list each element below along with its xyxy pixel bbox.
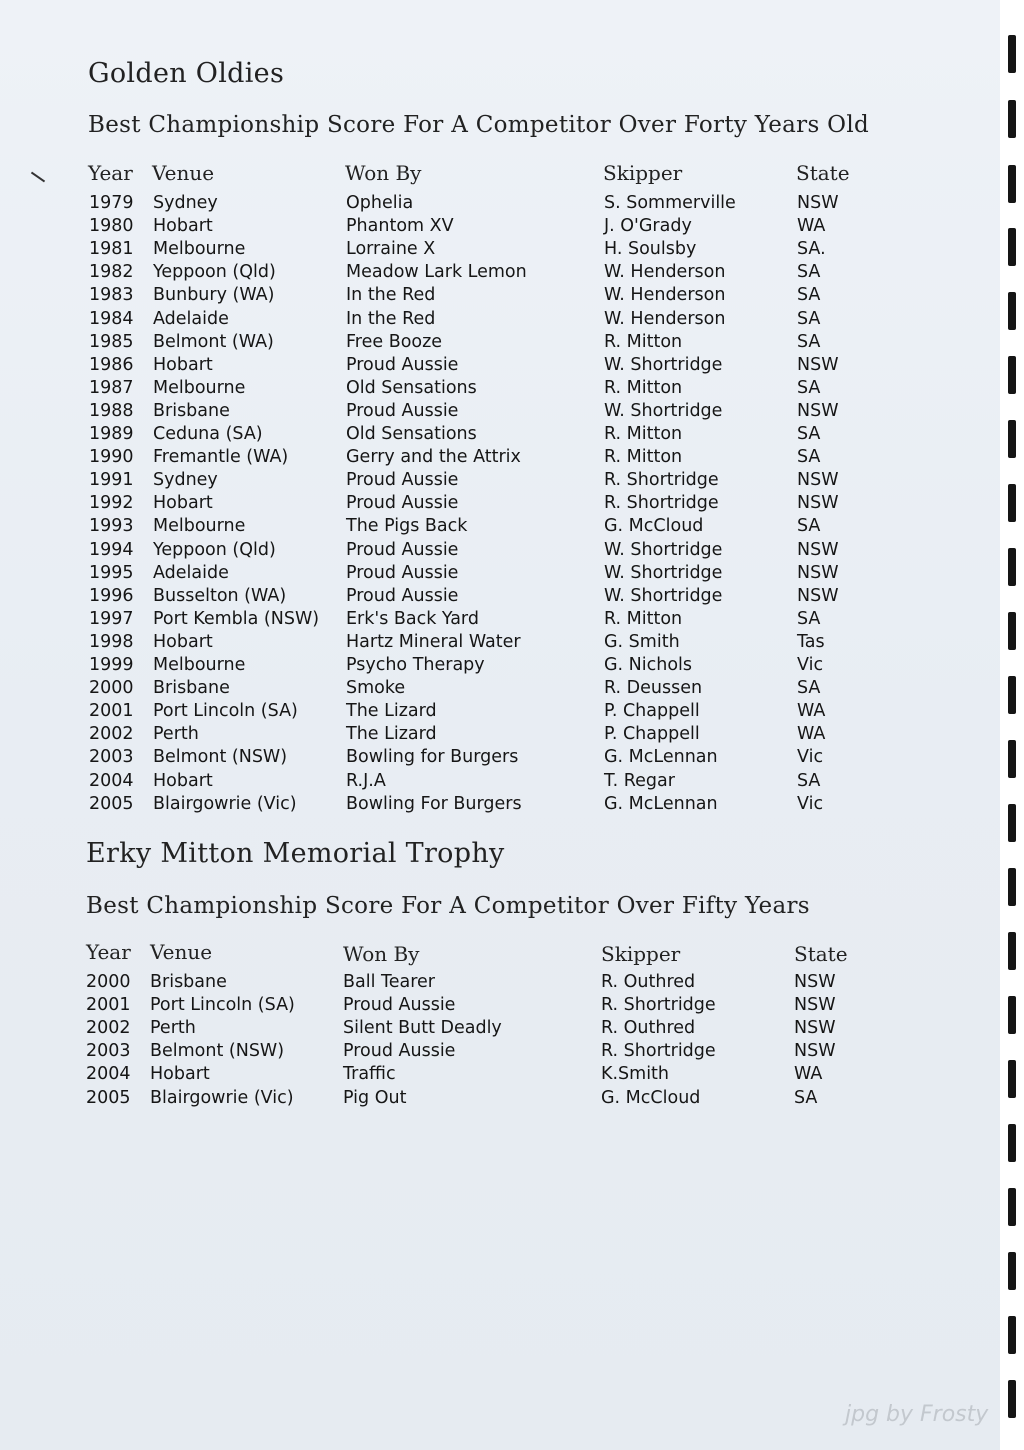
year-cell: 1994 [89, 539, 134, 560]
year-cell: 2000 [89, 678, 134, 699]
table-row [89, 793, 849, 816]
state-cell: NSW [794, 972, 836, 992]
venue-cell: Hobart [153, 631, 213, 652]
table-row [89, 515, 849, 538]
skipper-cell: G. McLennan [604, 747, 718, 768]
state-cell: WA [797, 216, 826, 237]
state-cell: SA [797, 516, 821, 537]
venue-cell: Brisbane [153, 400, 230, 421]
state-cell: NSW [797, 193, 839, 213]
venue-cell: Hobart [153, 493, 213, 514]
state-cell: NSW [797, 562, 839, 583]
skipper-cell: R. Mitton [604, 377, 683, 398]
table-row [89, 469, 849, 492]
section1-title: Golden Oldies [88, 58, 285, 89]
table-row [89, 562, 849, 585]
venue-cell: Bunbury (WA) [153, 285, 275, 306]
venue-cell: Melbourne [153, 239, 246, 260]
year-cell: 2002 [86, 1018, 131, 1039]
table-row [86, 1087, 846, 1110]
venue-cell: Yeppoon (Qld) [153, 262, 276, 283]
won-by-header: Won By [343, 942, 420, 966]
skipper-header: Skipper [601, 942, 681, 966]
won-by-cell: Old Sensations [346, 377, 477, 398]
skipper-cell: S. Sommerville [604, 193, 736, 213]
state-cell: NSW [797, 585, 839, 606]
year-header: Year [86, 940, 131, 964]
table-row [89, 400, 849, 423]
table-row [89, 631, 849, 654]
won-by-cell: The Pigs Back [346, 516, 468, 537]
binding-ring [1008, 804, 1016, 842]
skipper-cell: T. Regar [604, 770, 675, 791]
venue-cell: Belmont (WA) [153, 331, 274, 352]
binding-ring [1008, 100, 1016, 138]
year-cell: 1988 [89, 400, 134, 421]
won-by-cell: In the Red [346, 308, 436, 329]
won-by-cell: Free Booze [346, 331, 443, 352]
won-by-cell: Psycho Therapy [346, 655, 485, 675]
venue-cell: Blairgowrie (Vic) [150, 1087, 294, 1108]
year-cell: 2001 [86, 995, 131, 1016]
skipper-cell: R. Mitton [604, 424, 683, 444]
venue-cell: Melbourne [153, 516, 246, 537]
state-cell: SA [794, 1087, 818, 1108]
binding-ring [1008, 1060, 1016, 1098]
won-by-cell: Proud Aussie [346, 470, 459, 491]
table-row [89, 308, 849, 331]
won-by-cell: In the Red [346, 285, 436, 306]
won-by-cell: Proud Aussie [343, 995, 456, 1016]
skipper-cell: R. Shortridge [604, 470, 719, 491]
skipper-cell: W. Shortridge [604, 585, 723, 606]
year-cell: 1980 [89, 216, 134, 237]
table-row [89, 215, 849, 238]
table-row [89, 677, 849, 700]
won-by-cell: Smoke [346, 678, 406, 699]
won-by-cell: Traffic [343, 1064, 396, 1085]
won-by-cell: Proud Aussie [346, 400, 459, 421]
year-cell: 2004 [86, 1064, 131, 1085]
year-cell: 1979 [89, 193, 134, 213]
won-by-cell: Proud Aussie [346, 354, 459, 375]
won-by-cell: Erk's Back Yard [346, 608, 479, 629]
won-by-cell: The Lizard [346, 701, 437, 722]
won-by-cell: R.J.A [346, 770, 386, 791]
skipper-cell: W. Shortridge [604, 539, 723, 560]
venue-cell: Perth [153, 724, 199, 745]
skipper-cell: G. McCloud [601, 1087, 701, 1108]
year-cell: 2005 [86, 1087, 131, 1108]
section2-title: Erky Mitton Memorial Trophy [86, 838, 505, 869]
skipper-cell: G. McCloud [604, 516, 704, 537]
binding-ring [1008, 1124, 1016, 1162]
year-cell: 1999 [89, 655, 134, 675]
skipper-cell: P. Chappell [604, 701, 700, 722]
venue-header: Venue [150, 940, 213, 964]
table-row [89, 446, 849, 469]
state-cell: SA [797, 285, 821, 306]
venue-cell: Melbourne [153, 377, 246, 398]
state-cell: WA [797, 701, 826, 722]
venue-cell: Belmont (NSW) [153, 747, 288, 768]
table-row [89, 261, 849, 284]
table-row [86, 1017, 846, 1040]
year-cell: 2003 [89, 747, 134, 768]
table-row [86, 971, 846, 994]
year-cell: 1987 [89, 377, 134, 398]
skipper-cell: H. Soulsby [604, 239, 697, 260]
year-cell: 1997 [89, 608, 134, 629]
table-row [89, 423, 849, 446]
venue-cell: Port Lincoln (SA) [150, 995, 295, 1016]
won-by-cell: Hartz Mineral Water [346, 631, 521, 652]
table-row [89, 746, 849, 769]
won-by-cell: The Lizard [346, 724, 437, 745]
venue-cell: Fremantle (WA) [153, 447, 289, 468]
state-cell: SA [797, 447, 821, 468]
table-row [89, 331, 849, 354]
year-cell: 1984 [89, 308, 134, 329]
table-row [89, 723, 849, 746]
state-cell: WA [794, 1064, 823, 1085]
won-by-cell: Lorraine X [346, 239, 436, 260]
venue-cell: Ceduna (SA) [153, 424, 263, 444]
state-cell: SA [797, 331, 821, 352]
table-row [89, 608, 849, 631]
state-cell: SA [797, 424, 821, 444]
skipper-cell: R. Outhred [601, 972, 696, 992]
year-cell: 1982 [89, 262, 134, 283]
won-by-cell: Ophelia [346, 193, 414, 213]
venue-cell: Adelaide [153, 562, 229, 583]
skipper-cell: P. Chappell [604, 724, 700, 745]
skipper-cell: W. Henderson [604, 308, 726, 329]
year-cell: 1990 [89, 447, 134, 468]
table-row [89, 377, 849, 400]
venue-cell: Perth [150, 1018, 196, 1039]
won-by-cell: Proud Aussie [346, 562, 459, 583]
won-by-cell: Old Sensations [346, 424, 477, 444]
binding-ring [1008, 1252, 1016, 1290]
venue-cell: Port Kembla (NSW) [153, 608, 320, 629]
skipper-cell: R. Shortridge [601, 1041, 716, 1062]
state-cell: NSW [794, 995, 836, 1016]
state-cell: SA [797, 308, 821, 329]
year-cell: 2001 [89, 701, 134, 722]
won-by-cell: Proud Aussie [343, 1041, 456, 1062]
won-by-cell: Proud Aussie [346, 493, 459, 514]
venue-cell: Adelaide [153, 308, 229, 329]
skipper-cell: R. Mitton [604, 447, 683, 468]
state-cell: SA [797, 678, 821, 699]
year-cell: 1996 [89, 585, 134, 606]
skipper-cell: R. Deussen [604, 678, 703, 699]
state-cell: Vic [797, 793, 824, 814]
table-row [89, 700, 849, 723]
state-header: State [794, 942, 848, 966]
year-cell: 2003 [86, 1041, 131, 1062]
skipper-cell: W. Shortridge [604, 562, 723, 583]
watermark: jpg by Frosty [845, 1402, 989, 1427]
won-by-cell: Bowling For Burgers [346, 793, 522, 814]
skipper-cell: G. Nichols [604, 655, 693, 675]
binding-ring [1008, 932, 1016, 970]
binding-ring [1008, 548, 1016, 586]
venue-cell: Sydney [153, 193, 218, 213]
binding-edge [1000, 0, 1024, 1450]
skipper-cell: G. Smith [604, 631, 680, 652]
won-by-cell: Silent Butt Deadly [343, 1018, 502, 1039]
skipper-cell: G. McLennan [604, 793, 718, 814]
table-row [86, 1040, 846, 1063]
binding-ring [1008, 1316, 1016, 1354]
venue-cell: Blairgowrie (Vic) [153, 793, 297, 814]
binding-ring [1008, 420, 1016, 458]
venue-cell: Melbourne [153, 655, 246, 675]
year-cell: 1998 [89, 631, 134, 652]
won-by-header: Won By [345, 161, 422, 185]
won-by-cell: Proud Aussie [346, 539, 459, 560]
won-by-cell: Meadow Lark Lemon [346, 262, 527, 283]
binding-ring [1008, 1380, 1016, 1418]
year-cell: 1986 [89, 354, 134, 375]
year-cell: 2000 [86, 972, 131, 992]
state-cell: Tas [797, 631, 825, 652]
venue-cell: Brisbane [150, 972, 227, 992]
state-cell: SA [797, 262, 821, 283]
year-cell: 1991 [89, 470, 134, 491]
skipper-cell: R. Mitton [604, 331, 683, 352]
skipper-cell: W. Shortridge [604, 354, 723, 375]
pen-mark [31, 172, 45, 183]
table-row [89, 284, 849, 307]
won-by-cell: Proud Aussie [346, 585, 459, 606]
binding-ring [1008, 228, 1016, 266]
won-by-cell: Bowling for Burgers [346, 747, 519, 768]
skipper-cell: R. Shortridge [601, 995, 716, 1016]
table-row [89, 354, 849, 377]
binding-ring [1008, 996, 1016, 1034]
section2-subtitle: Best Championship Score For A Competitor Over Fifty Years [86, 893, 810, 919]
year-cell: 2002 [89, 724, 134, 745]
table-row [86, 1063, 846, 1086]
state-cell: Vic [797, 655, 824, 675]
table-row [89, 654, 849, 677]
binding-ring [1008, 292, 1016, 330]
table-row [89, 238, 849, 261]
skipper-cell: W. Henderson [604, 285, 726, 306]
state-cell: NSW [794, 1018, 836, 1039]
won-by-cell: Gerry and the Attrix [346, 447, 521, 468]
state-cell: SA [797, 608, 821, 629]
year-cell: 1995 [89, 562, 134, 583]
state-cell: NSW [797, 470, 839, 491]
table-row [89, 539, 849, 562]
venue-cell: Yeppoon (Qld) [153, 539, 276, 560]
state-cell: NSW [797, 354, 839, 375]
binding-ring [1008, 740, 1016, 778]
year-cell: 1981 [89, 239, 134, 260]
year-cell: 1993 [89, 516, 134, 537]
state-cell: NSW [797, 400, 839, 421]
venue-cell: Busselton (WA) [153, 585, 287, 606]
venue-cell: Hobart [150, 1064, 210, 1085]
table-row [89, 192, 849, 215]
won-by-cell: Pig Out [343, 1087, 407, 1108]
venue-cell: Hobart [153, 216, 213, 237]
state-cell: SA [797, 770, 821, 791]
skipper-cell: R. Shortridge [604, 493, 719, 514]
state-header: State [796, 161, 850, 185]
skipper-cell: W. Shortridge [604, 400, 723, 421]
binding-ring [1008, 484, 1016, 522]
won-by-cell: Phantom XV [346, 216, 454, 237]
year-cell: 1985 [89, 331, 134, 352]
state-cell: NSW [797, 493, 839, 514]
venue-cell: Belmont (NSW) [150, 1041, 285, 1062]
state-cell: Vic [797, 747, 824, 768]
binding-ring [1008, 868, 1016, 906]
table-row [89, 770, 849, 793]
state-cell: SA [797, 377, 821, 398]
skipper-cell: W. Henderson [604, 262, 726, 283]
won-by-cell: Ball Tearer [343, 972, 435, 992]
year-cell: 2005 [89, 793, 134, 814]
state-cell: WA [797, 724, 826, 745]
table-row [89, 585, 849, 608]
binding-ring [1008, 35, 1016, 73]
skipper-cell: K.Smith [601, 1064, 670, 1085]
skipper-cell: J. O'Grady [604, 216, 692, 237]
binding-ring [1008, 612, 1016, 650]
venue-cell: Hobart [153, 770, 213, 791]
section1-subtitle: Best Championship Score For A Competitor Over Forty Years Old [88, 112, 870, 138]
binding-ring [1008, 1188, 1016, 1226]
state-cell: NSW [797, 539, 839, 560]
binding-ring [1008, 356, 1016, 394]
year-header: Year [88, 161, 133, 185]
year-cell: 1983 [89, 285, 134, 306]
venue-cell: Sydney [153, 470, 218, 491]
venue-cell: Brisbane [153, 678, 230, 699]
skipper-header: Skipper [603, 161, 683, 185]
state-cell: SA. [797, 239, 826, 260]
year-cell: 1989 [89, 424, 134, 444]
venue-cell: Port Lincoln (SA) [153, 701, 298, 722]
venue-cell: Hobart [153, 354, 213, 375]
table-row [89, 492, 849, 515]
year-cell: 1992 [89, 493, 134, 514]
skipper-cell: R. Outhred [601, 1018, 696, 1039]
table-row [86, 994, 846, 1017]
binding-ring [1008, 676, 1016, 714]
skipper-cell: R. Mitton [604, 608, 683, 629]
state-cell: NSW [794, 1041, 836, 1062]
venue-header: Venue [152, 161, 215, 185]
binding-ring [1008, 165, 1016, 203]
year-cell: 2004 [89, 770, 134, 791]
